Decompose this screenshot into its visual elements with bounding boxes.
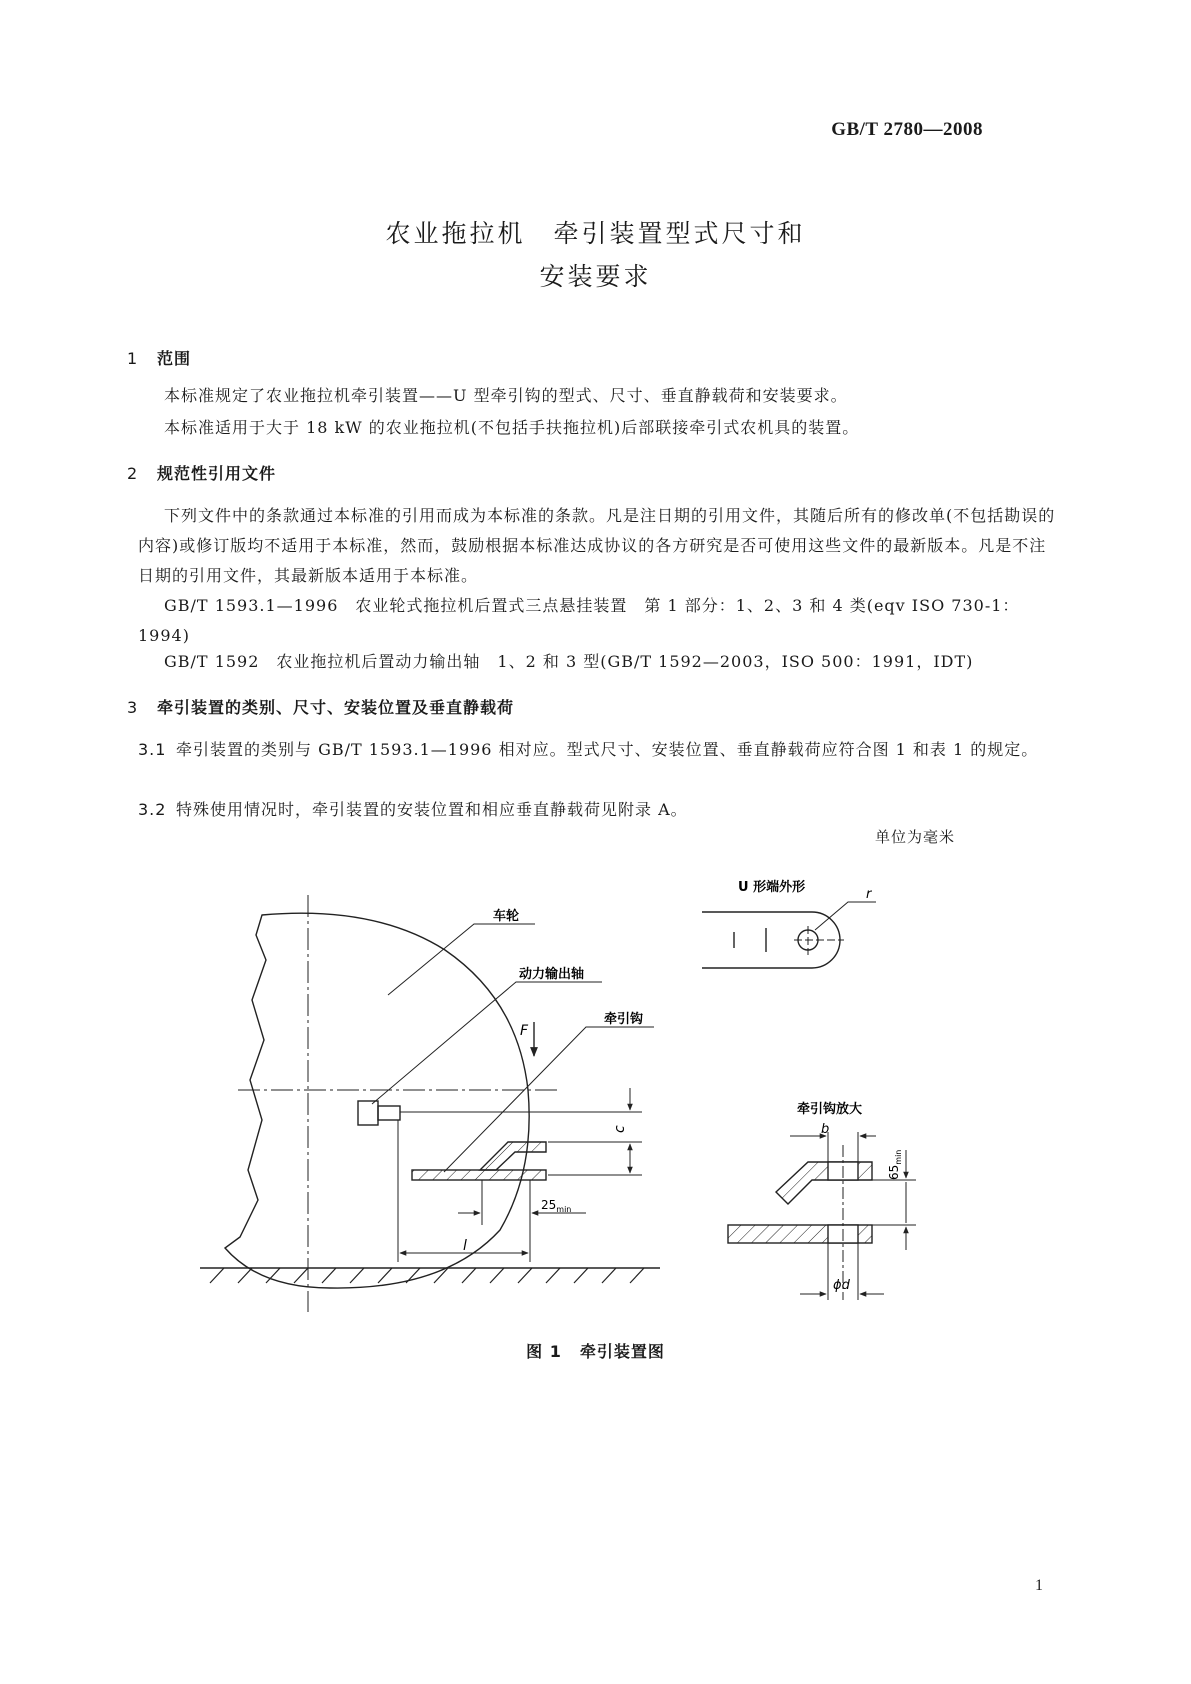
s1-paragraph-2: 本标准适用于大于 18 kW 的农业拖拉机(不包括手扶拖拉机)后部联接牵引式农机具的装置。 <box>164 418 860 437</box>
document-title-line1: 农业拖拉机 牵引装置型式尺寸和 <box>385 219 806 248</box>
figure-caption <box>0 1339 1191 1362</box>
clause-number: 3.2 <box>138 800 167 819</box>
label-hook: 牵引钩 <box>604 1012 644 1027</box>
dim-65-min: $65_{min}$ <box>887 1149 903 1180</box>
standard-code: GB/T 2780—2008 <box>831 119 983 140</box>
dim-25-min: $25_{min}$ <box>541 1198 572 1214</box>
unit-note: 单位为毫米 <box>874 828 955 846</box>
figure-number: 图 1 <box>526 1342 562 1361</box>
figure-title: 牵引装置图 <box>579 1342 665 1361</box>
s2-paragraph-1: 下列文件中的条款通过本标准的引用而成为本标准的条款。凡是注日期的引用文件，其随后所有的修改单(不包括勘误的内容)或修订版均不适用于本标准，然而，鼓励根据本标准达成协议的各方研究是否可使用这些文件的最新版本。凡是不注日期的引用文件，其最新版本适用于本标准。 <box>138 506 1056 585</box>
symbol-F: F <box>520 1023 529 1039</box>
page-number: 1 <box>1035 1577 1043 1594</box>
section-title: 范围 <box>157 349 192 368</box>
s2-reference-1: GB/T 1593.1—1996 农业轮式拖拉机后置式三点悬挂装置 第 1 部分：1、2、3 和 4 类(eqv ISO 730-1：1994) <box>138 596 1020 645</box>
clause-text: 牵引装置的类别与 GB/T 1593.1—1996 相对应。型式尺寸、安装位置、垂直静载荷应符合图 1 和表 1 的规定。 <box>176 740 1039 759</box>
s1-paragraph-1: 本标准规定了农业拖拉机牵引装置——U 型牵引钩的型式、尺寸、垂直静载荷和安装要求。 <box>164 386 848 405</box>
label-wheel: 车轮 <box>493 909 520 924</box>
section-number: 1 <box>127 349 139 368</box>
symbol-phi-d: ϕd <box>833 1278 850 1293</box>
label-u-end: U 形端外形 <box>738 880 806 895</box>
section-title: 规范性引用文件 <box>157 464 277 483</box>
clause-text: 特殊使用情况时，牵引装置的安装位置和相应垂直静载荷见附录 A。 <box>176 800 688 819</box>
label-pto: 动力输出轴 <box>519 967 585 982</box>
label-hook-zoom: 牵引钩放大 <box>797 1102 863 1117</box>
symbol-l: l <box>463 1238 467 1254</box>
section-number: 3 <box>127 698 139 717</box>
symbol-b: b <box>821 1122 830 1137</box>
s2-reference-2: GB/T 1592 农业拖拉机后置动力输出轴 1、2 和 3 型(GB/T 1592—2003，ISO 500：1991，IDT) <box>164 652 974 671</box>
clause-number: 3.1 <box>138 740 167 759</box>
symbol-c: c <box>612 1125 628 1133</box>
document-title-line2: 安装要求 <box>539 262 652 291</box>
section-number: 2 <box>127 464 139 483</box>
section-title: 牵引装置的类别、尺寸、安装位置及垂直静载荷 <box>157 698 515 717</box>
symbol-r: r <box>866 887 872 902</box>
